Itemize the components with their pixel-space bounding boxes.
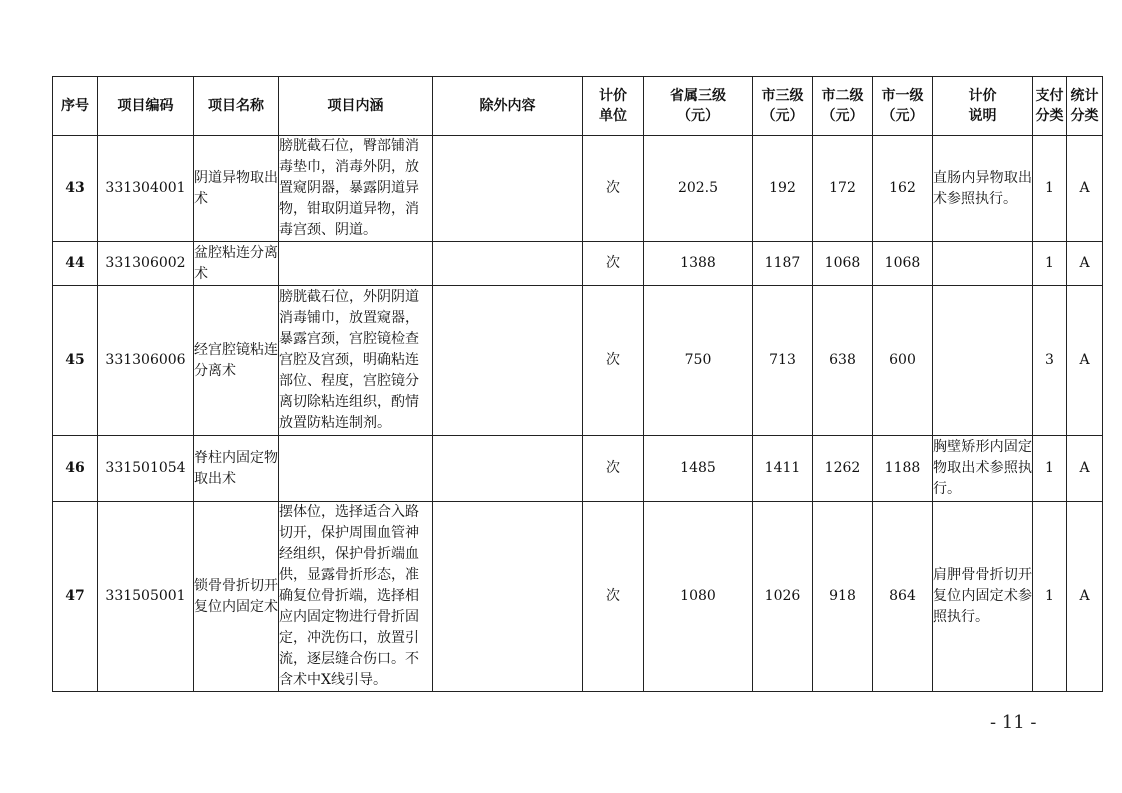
row-seq: 47 <box>53 502 98 692</box>
row-prov3: 1388 <box>644 242 753 286</box>
row-content <box>279 436 433 502</box>
row-stat: A <box>1067 242 1103 286</box>
row-city3: 1187 <box>753 242 813 286</box>
row-city1: 864 <box>873 502 933 692</box>
row-excluded <box>433 286 583 436</box>
row-pay: 1 <box>1033 136 1067 242</box>
row-stat: A <box>1067 136 1103 242</box>
header-city1: 市一级（元） <box>873 77 933 136</box>
row-excluded <box>433 502 583 692</box>
row-note <box>933 286 1033 436</box>
row-code: 331505001 <box>98 502 194 692</box>
table-row <box>53 286 1103 436</box>
row-city2: 1068 <box>813 242 873 286</box>
row-unit: 次 <box>583 286 644 436</box>
row-city2: 1262 <box>813 436 873 502</box>
row-city1: 1068 <box>873 242 933 286</box>
row-prov3: 202.5 <box>644 136 753 242</box>
row-prov3: 750 <box>644 286 753 436</box>
row-code: 331501054 <box>98 436 194 502</box>
header-stat: 统计分类 <box>1067 77 1103 136</box>
row-name: 经宫腔镜粘连分离术 <box>194 286 279 436</box>
row-unit: 次 <box>583 136 644 242</box>
table-row <box>53 436 1103 502</box>
price-table <box>52 76 1103 692</box>
row-unit: 次 <box>583 436 644 502</box>
table-row <box>53 136 1103 242</box>
row-city2: 918 <box>813 502 873 692</box>
row-pay: 1 <box>1033 436 1067 502</box>
header-unit: 计价单位 <box>583 77 644 136</box>
row-note: 肩胛骨骨折切开复位内固定术参照执行。 <box>933 502 1033 692</box>
row-content: 摆体位，选择适合入路切开，保护周围血管神经组织，保护骨折端血供，显露骨折形态，准确复位骨折端，选择相应内固定物进行骨折固定，冲洗伤口，放置引流，逐层缝合伤口。不含术中X线引导。 <box>279 502 433 692</box>
row-city3: 713 <box>753 286 813 436</box>
row-excluded <box>433 136 583 242</box>
row-prov3: 1485 <box>644 436 753 502</box>
row-pay: 1 <box>1033 502 1067 692</box>
row-code: 331306002 <box>98 242 194 286</box>
row-code: 331306006 <box>98 286 194 436</box>
row-seq: 46 <box>53 436 98 502</box>
row-excluded <box>433 436 583 502</box>
row-name: 脊柱内固定物取出术 <box>194 436 279 502</box>
row-name: 锁骨骨折切开复位内固定术 <box>194 502 279 692</box>
header-seq: 序号 <box>53 77 98 136</box>
row-code: 331304001 <box>98 136 194 242</box>
row-city1: 600 <box>873 286 933 436</box>
row-city1: 1188 <box>873 436 933 502</box>
row-prov3: 1080 <box>644 502 753 692</box>
row-unit: 次 <box>583 502 644 692</box>
row-content: 膀胱截石位，臀部铺消毒垫巾，消毒外阴，放置窥阴器，暴露阴道异物，钳取阴道异物，消毒宫颈、阴道。 <box>279 136 433 242</box>
row-name: 阴道异物取出术 <box>194 136 279 242</box>
header-pay: 支付分类 <box>1033 77 1067 136</box>
row-stat: A <box>1067 286 1103 436</box>
row-city3: 1411 <box>753 436 813 502</box>
row-note: 直肠内异物取出术参照执行。 <box>933 136 1033 242</box>
header-code: 项目编码 <box>98 77 194 136</box>
row-name: 盆腔粘连分离术 <box>194 242 279 286</box>
table-row <box>53 502 1103 692</box>
row-stat: A <box>1067 502 1103 692</box>
header-content: 项目内涵 <box>279 77 433 136</box>
row-city3: 1026 <box>753 502 813 692</box>
row-unit: 次 <box>583 242 644 286</box>
row-city2: 638 <box>813 286 873 436</box>
header-note: 计价说明 <box>933 77 1033 136</box>
row-seq: 43 <box>53 136 98 242</box>
table-row <box>53 242 1103 286</box>
header-name: 项目名称 <box>194 77 279 136</box>
row-content <box>279 242 433 286</box>
header-city2: 市二级（元） <box>813 77 873 136</box>
row-note <box>933 242 1033 286</box>
row-city3: 192 <box>753 136 813 242</box>
page-number: - 11 - <box>990 712 1037 733</box>
row-excluded <box>433 242 583 286</box>
row-content: 膀胱截石位，外阴阴道消毒铺巾，放置窥器，暴露宫颈，宫腔镜检查宫腔及宫颈，明确粘连部位、程度，宫腔镜分离切除粘连组织，酌情放置防粘连制剂。 <box>279 286 433 436</box>
row-stat: A <box>1067 436 1103 502</box>
row-city1: 162 <box>873 136 933 242</box>
header-excluded: 除外内容 <box>433 77 583 136</box>
row-seq: 44 <box>53 242 98 286</box>
row-note: 胸壁矫形内固定物取出术参照执行。 <box>933 436 1033 502</box>
table-header-row <box>53 77 1103 136</box>
header-city3: 市三级（元） <box>753 77 813 136</box>
row-pay: 1 <box>1033 242 1067 286</box>
header-prov3: 省属三级（元） <box>644 77 753 136</box>
row-pay: 3 <box>1033 286 1067 436</box>
row-seq: 45 <box>53 286 98 436</box>
row-city2: 172 <box>813 136 873 242</box>
